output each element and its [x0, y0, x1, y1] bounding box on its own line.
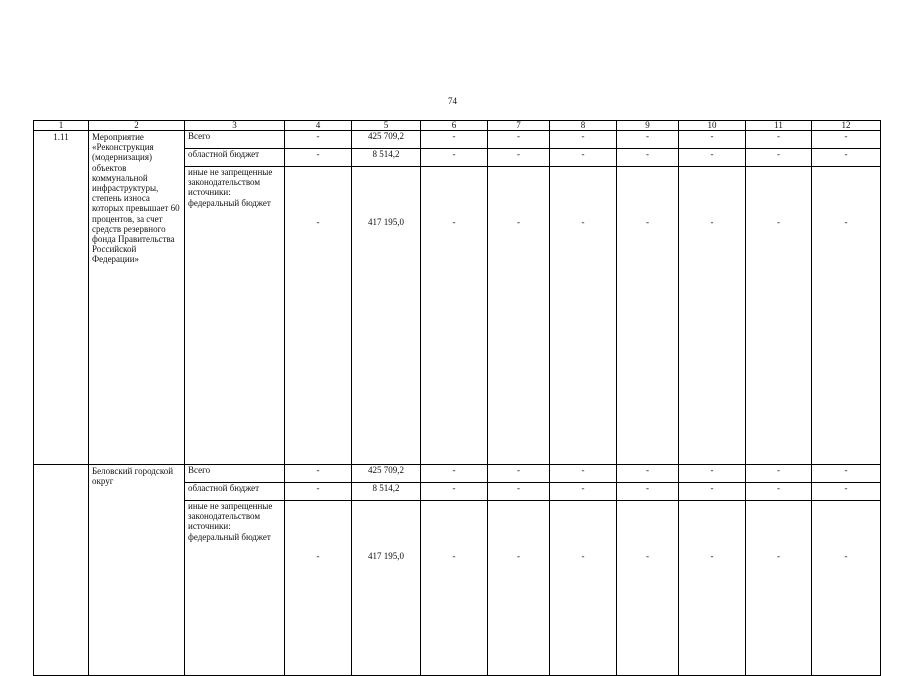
table-cell: - [746, 149, 812, 167]
table-cell: - [679, 501, 746, 676]
table-cell: - [488, 483, 550, 501]
header-cell: 6 [421, 121, 488, 131]
table-cell: 425 709,2 [352, 131, 421, 149]
table-cell: - [488, 131, 550, 149]
header-cell: 8 [550, 121, 617, 131]
table-cell: - [617, 501, 679, 676]
table-cell: - [746, 483, 812, 501]
table-cell: - [488, 167, 550, 465]
header-cell: 3 [185, 121, 285, 131]
table-cell: - [679, 483, 746, 501]
table-cell: - [812, 149, 881, 167]
header-cell: 7 [488, 121, 550, 131]
table-cell: 417 195,0 [352, 167, 421, 465]
table-cell: - [285, 149, 352, 167]
table-cell: - [617, 483, 679, 501]
row-number: 1.11 [34, 131, 89, 465]
table-cell: - [285, 483, 352, 501]
table-cell: - [488, 501, 550, 676]
table-cell: - [617, 149, 679, 167]
funding-source: иные не запрещенные законодательством источники: федеральный бюджет [185, 167, 285, 465]
table-cell: - [285, 501, 352, 676]
header-cell: 11 [746, 121, 812, 131]
header-cell: 10 [679, 121, 746, 131]
table-cell: - [812, 131, 881, 149]
header-cell: 2 [89, 121, 185, 131]
table-cell: - [679, 465, 746, 483]
table-cell: - [550, 131, 617, 149]
table-cell: - [679, 131, 746, 149]
table-cell: - [421, 167, 488, 465]
table-cell: - [421, 465, 488, 483]
table-cell: - [679, 149, 746, 167]
header-cell: 9 [617, 121, 679, 131]
table-cell: - [421, 131, 488, 149]
header-cell: 5 [352, 121, 421, 131]
table-cell: - [746, 167, 812, 465]
table-cell: - [285, 167, 352, 465]
funding-source: областной бюджет [185, 483, 285, 501]
table-cell: - [746, 131, 812, 149]
table-cell: - [812, 465, 881, 483]
table-cell: - [812, 501, 881, 676]
row-number [34, 465, 89, 676]
header-cell: 4 [285, 121, 352, 131]
header-row [34, 121, 881, 131]
table-cell: - [617, 167, 679, 465]
table-cell: - [550, 167, 617, 465]
table-cell: - [550, 465, 617, 483]
table-cell: - [421, 501, 488, 676]
table-cell: - [617, 131, 679, 149]
funding-source: Всего [185, 465, 285, 483]
table-cell: 8 514,2 [352, 149, 421, 167]
table-cell: - [550, 483, 617, 501]
header-cell: 12 [812, 121, 881, 131]
table-row [34, 131, 881, 149]
table-cell: - [550, 501, 617, 676]
table-cell: - [746, 501, 812, 676]
table-cell: - [488, 149, 550, 167]
measure-name: Мероприятие «Реконструкция (модернизация) объектов коммунальной инфраструктуры, степень износа которых превышает 60 процентов, за счет средств резервного фонда Правительства Российской Федерации» [89, 131, 185, 465]
table-row [34, 465, 881, 483]
program-table [33, 120, 881, 676]
table-cell: - [617, 465, 679, 483]
table-cell: 425 709,2 [352, 465, 421, 483]
table-cell: - [421, 483, 488, 501]
table-cell: - [550, 149, 617, 167]
funding-source: областной бюджет [185, 149, 285, 167]
table-cell: - [285, 131, 352, 149]
page-number: 74 [448, 96, 457, 106]
header-cell: 1 [34, 121, 89, 131]
table-cell: - [679, 167, 746, 465]
funding-source: иные не запрещенные законодательством источники: федеральный бюджет [185, 501, 285, 676]
table-cell: - [812, 483, 881, 501]
measure-name: Беловский городской округ [89, 465, 185, 676]
table-cell: - [285, 465, 352, 483]
table-cell: - [488, 465, 550, 483]
table-cell: - [421, 149, 488, 167]
table-cell: - [812, 167, 881, 465]
table-cell: 8 514,2 [352, 483, 421, 501]
table-cell: - [746, 465, 812, 483]
funding-source: Всего [185, 131, 285, 149]
table-cell: 417 195,0 [352, 501, 421, 676]
